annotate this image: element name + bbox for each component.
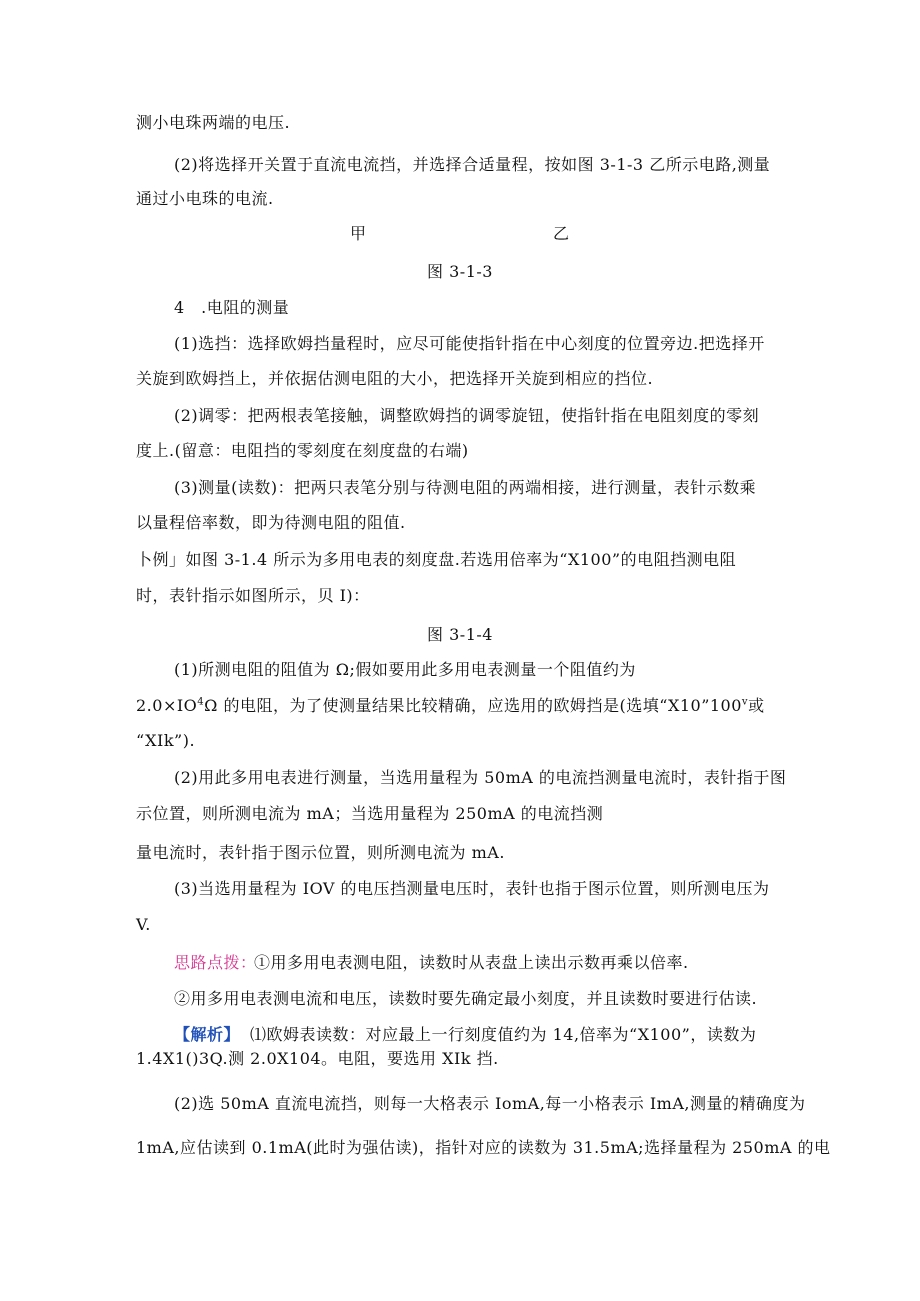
figure-caption: 图 3-1-3 xyxy=(427,262,493,281)
text-line: (3)当选用量程为 IOV 的电压挡测量电压时，表针也指于图示位置，则所测电压为 xyxy=(174,879,770,898)
analysis-label: 【解析】 xyxy=(174,1025,241,1044)
text-line: ①用多用电表测电阻，读数时从表盘上读出示数再乘以倍率. xyxy=(254,953,689,972)
text-line: 度上.(留意：电阻挡的零刻度在刻度盘的右端) xyxy=(136,441,469,460)
text-line xyxy=(136,696,765,716)
text-span: 或 xyxy=(748,696,765,715)
text-line: 示位置，则所测电流为 mA；当选用量程为 250mA 的电流挡测 xyxy=(136,804,604,823)
text-line: 时，表针指示如图所示，贝 I)： xyxy=(136,586,370,605)
text-line: 测小电珠两端的电压. xyxy=(136,113,291,132)
figure-label-jia: 甲 xyxy=(350,224,367,243)
text-line: (3)测量(读数)：把两只表笔分别与待测电阻的两端相接，进行测量，表针示数乘 xyxy=(174,478,757,497)
section-heading: 4 .电阻的测量 xyxy=(174,298,290,317)
text-line: (2)调零：把两根表笔接触，调整欧姆挡的调零旋钮，使指针指在电阻刻度的零刻 xyxy=(174,406,760,425)
figure-caption: 图 3-1-4 xyxy=(427,625,493,644)
text-line: 以量程倍率数，即为待测电阻的阻值. xyxy=(136,513,406,532)
text-line: 通过小电珠的电流. xyxy=(136,189,274,208)
text-line: ②用多用电表测电流和电压，读数时要先确定最小刻度，并且读数时要进行估读. xyxy=(174,989,758,1008)
text-line: (2)用此多用电表进行测量，当选用量程为 50mA 的电流挡测量电流时，表针指于图 xyxy=(174,768,787,787)
figure-label-yi: 乙 xyxy=(553,224,570,243)
text-line: (1)选挡：选择欧姆挡量程时，应尽可能使指针指在中心刻度的位置旁边.把选择开 xyxy=(174,334,765,353)
text-line: (1)所测电阻的阻值为 Ω;假如要用此多用电表测量一个阻值约为 xyxy=(174,660,636,679)
hint-label: 思路点拨： xyxy=(174,953,257,972)
text-line: 1.4X1()3Q.测 2.0X104。电阻，要选用 XIk 挡. xyxy=(136,1049,499,1068)
text-span: 2.0×IO xyxy=(136,696,198,715)
text-line: V. xyxy=(136,915,151,934)
text-line: 1mA,应估读到 0.1mA(此时为强估读)，指针对应的读数为 31.5mA;选择量程为 250mA 的电 xyxy=(136,1138,831,1157)
text-span: Ω 的电阻，为了使测量结果比较精确，应选用的欧姆挡是(选填“X10”100 xyxy=(204,696,742,715)
text-line: 卜例」如图 3-1.4 所示为多用电表的刻度盘.若选用倍率为“X100”的电阻挡测电阻 xyxy=(136,550,737,569)
superscript: v xyxy=(741,696,749,708)
superscript: 4 xyxy=(197,696,205,708)
text-line: 量电流时，表针指于图示位置，则所测电流为 mA. xyxy=(136,843,505,862)
text-line: “XIk”). xyxy=(136,731,196,750)
text-line: (2)选 50mA 直流电流挡，则每一大格表示 IomA,每一小格表示 ImA,测量的精确度为 xyxy=(174,1094,806,1113)
text-line: ⑴欧姆表读数：对应最上一行刻度值约为 14,倍率为“X100”，读数为 xyxy=(250,1025,757,1044)
text-line: 关旋到欧姆挡上，并依据估测电阻的大小，把选择开关旋到相应的挡位. xyxy=(136,369,654,388)
text-line: (2)将选择开关置于直流电流挡，并选择合适量程，按如图 3-1-3 乙所示电路,测量 xyxy=(174,155,771,174)
